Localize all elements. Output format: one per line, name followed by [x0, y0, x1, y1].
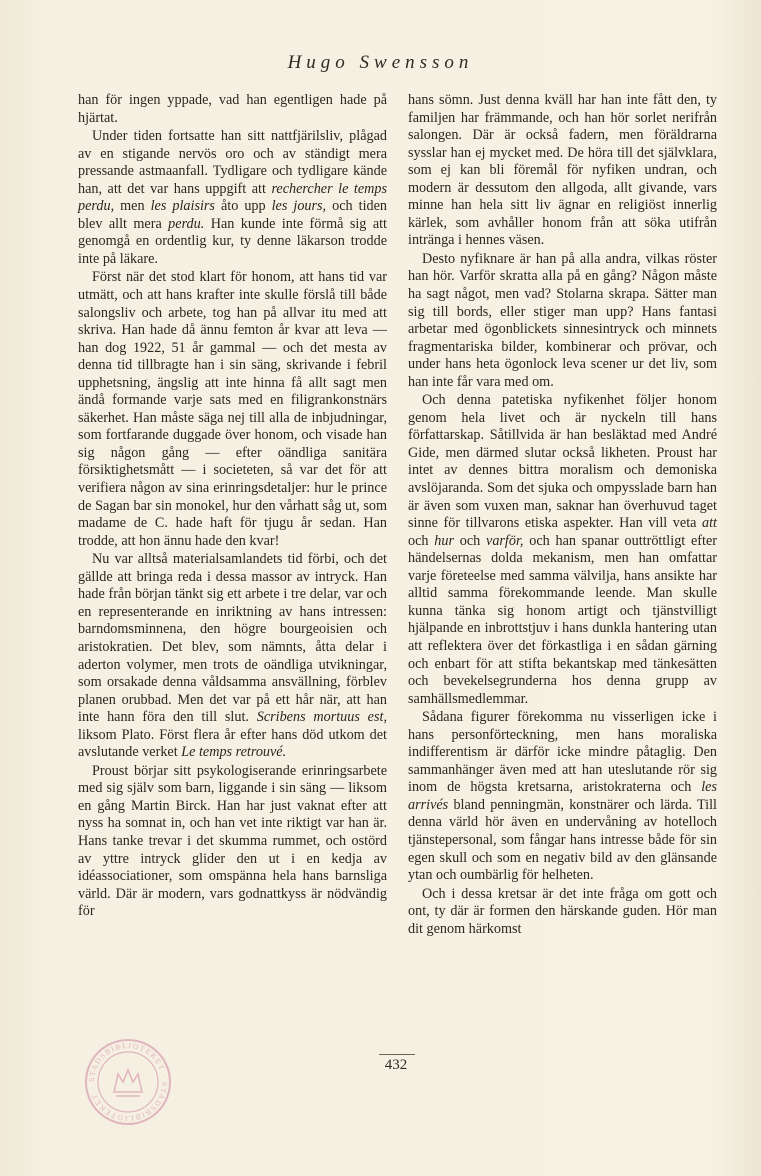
left-column — [78, 92, 387, 921]
library-stamp — [82, 1036, 174, 1128]
italic-text: att — [702, 515, 717, 532]
running-head: Hugo Swensson — [287, 52, 474, 73]
crown-icon — [114, 1070, 142, 1092]
italic-text: varför, — [486, 532, 524, 549]
italic-text: Le temps retrouvé. — [181, 744, 287, 761]
paragraph: Proust börjar sitt psykologiserande erinringsarbete med sig själv som barn, liggande i sin säng — liksom en gång Martin Birck. Han har just vaknat efter att nyss ha somnat in, och han vet inte riktigt var han är. Hans tanke trevar i det skumma rummet, och ostörd av yttre intryck glider den ut i en kedja av idéassociationer, som omspänna hela hans barnsliga värld. Där är modern, vars godnattkyss är nödvändig för — [78, 762, 387, 920]
stamp-inner-ring — [98, 1052, 158, 1112]
paragraph: Under tiden fortsatte han sitt nattfjärilsliv, plågad av en stigande nervös oro och av ständigt mera pressande astmaanfall. Tydligare och tydligare kände han, att det var hans uppgift att rechercher le temps perdu, men les plaisirs åto upp les jours, och tiden blev allt mera perdu. Han kunde inte förmå sig att genomgå en ordentlig kur, ty denne läkarson trodde inte på läkare. — [78, 128, 388, 267]
italic-text: perdu. — [168, 215, 205, 232]
paragraph: Och denna patetiska nyfikenhet följer honom genom hela livet och är nyckeln till hans författarskap. Såtillvida är han besläktad med André Gide, men därmed slutar också likheten. Proust har intet av dennes bittra moralism och demoniska avslöjaranda. Som det sjuka och ompysslade barn han är även som vuxen man, saknar han överhuvud taget sinne för tillvarons etiska aspekter. Han vill veta att och hur och varför, och han spanar outtröttligt efter händelsernas dolda mekanism, men han omfattar varje företeelse med samma välvilja, hans ansikte har alltid samma förekommande leende. Man skulle kunna tänka sig honom artigt och tjänstvilligt hjälpande en inbrottstjuv i hans dunkla hantering utan att reflektera över det förkastliga i en sådan gärning och enbart för att stifta bekantskap med tänkesätten och bevekelsegrunderna hos denna grupp av samhällsmedlemmar. — [408, 392, 717, 707]
italic-text: les plaisirs — [150, 198, 215, 215]
folio-rule — [379, 1054, 415, 1055]
italic-text: les arrivés — [408, 779, 717, 813]
paragraph: Sådana figurer förekomma nu visserligen icke i hans personförteckning, men hans moraliska indifferentism är därför icke mindre påtaglig. Den sammanhänger även med att han uteslutande rör sig inom de högsta kretsarna, aristokraterna och les arrivés bland penningmän, konstnärer och lärda. Till denna värld hör även en undervåning av hotelloch tjänstepersonal, som fångar hans intresse både för sin egen skull och som en negativ bild av den glänsande ytan och oumbärlig för helheten. — [408, 709, 717, 884]
stamp-text: STADSBIBLIOTEKET · STADSBIBLIOTEKET — [86, 1040, 170, 1124]
paragraph: han för ingen yppade, vad han egentligen hade på hjärtat. — [78, 92, 387, 126]
italic-text: les jours, — [271, 198, 327, 215]
right-column — [408, 92, 717, 938]
paragraph: Desto nyfiknare är han på alla andra, vilkas röster han hör. Varför skratta alla på en gång? Någon måste ha sagt något, men vad? Stolarna skrapa. Sätter man sig till bords, eller stiger man upp? Hans fantasi arbetar med ögonblickets sinnesintryck och minnets fragmentariska bilder, kombinerar och prövar, och under hans heta ögonlock leva scener ur det liv, som han inte får vara med om. — [408, 250, 717, 390]
paragraph: hans sömn. Just denna kväll har han inte fått den, ty familjen har främmande, och han hör sorlet nerifrån salongen. Där är också fadern, men föräldrarna sysslar han ej mycket med. De höra till det självklara, som ej kan bli föremål för nyfiken undran, och modern är dessutom den allgoda, allt givande, vars minne han hela sitt liv ägnar en religiöst innerlig kärlek, som avhåller honom från att söka utifrån intränga i hennes väsen. — [408, 92, 717, 249]
paragraph: Och i dessa kretsar är det inte fråga om gott och ont, ty där är formen den härskande guden. Hör man dit genom härkomst — [408, 885, 717, 937]
paragraph: Först när det stod klart för honom, att hans tid var utmätt, och att hans krafter inte skulle förslå till både salongsliv och arbete, tog han på allvar itu med att skriva. Han hade då ännu femton år kvar att leva — han dog 1922, 51 år gammal — och det mesta av denna tid tillbragte han i sin säng, skrivande i febril upphetsning, ängslig att inte hinna få allt sagt men ändå formande varje sats med en filigrankonstnärs säkerhet. Han måste säga nej till alla de inbjudningar, som fortfarande duggade över honom, och visade han sig någon gång — efter oändliga sanitära försiktighetsmått — i societeten, så var det för att verifiera någon av sina erinringsdetaljer: hur le prince de Sagan bar sin monokel, hur den vårhatt såg ut, som madame de C. hade haft för tjugu år sedan. Han trodde, att hon ännu hade den kvar! — [78, 269, 387, 549]
italic-text: rechercher le temps perdu, — [78, 180, 387, 215]
italic-text: Scribens mortuus est, — [256, 709, 387, 726]
paragraph: Nu var alltså materialsamlandets tid förbi, och det gällde att bringa reda i dessa massor av intryck. Han hade från början tänkt sig ett arbete i tre delar, var och en representerande en inriktning av hans intressen: barndomsminnena, den högre bourgeoisien och aristokratien. Det blev, som nämnts, åtta delar i aderton volymer, men trots de oändliga utvikningar, som orsakade denna våldsamma ansvällning, förblev planen orubbad. Men det var på ett hår när, att han inte hann föra den till slut. Scribens mortuus est, liksom Plato. Först flera år efter hans död utkom det avslutande verket Le temps retrouvé. — [78, 551, 387, 761]
italic-text: hur — [434, 532, 454, 549]
page-number: 432 — [384, 1057, 408, 1073]
